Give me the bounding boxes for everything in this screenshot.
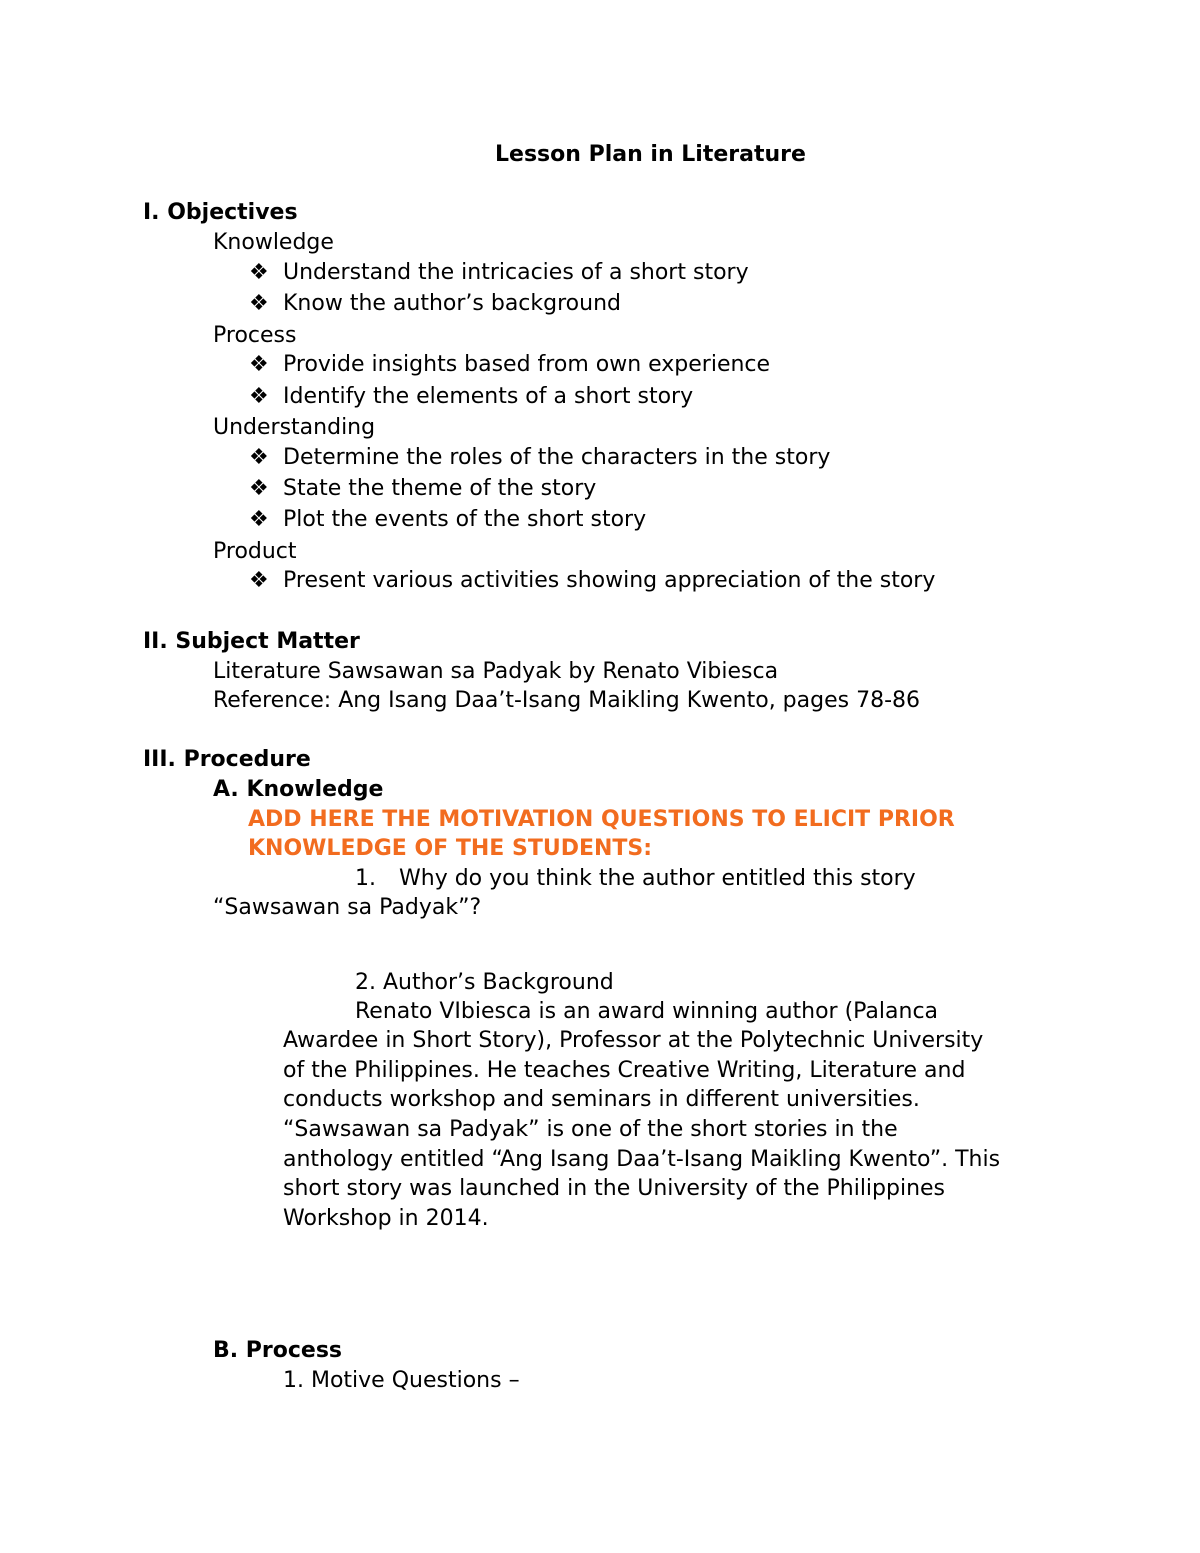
- bullet-icon: ❖: [249, 507, 269, 532]
- bullet-icon: ❖: [249, 476, 269, 501]
- bullet-icon: ❖: [249, 445, 269, 470]
- list-item: ❖ Know the author’s background: [249, 289, 621, 319]
- bullet-icon: ❖: [249, 260, 269, 285]
- process-heading: B. Process: [213, 1338, 343, 1363]
- list-item: ❖ Identify the elements of a short story: [249, 382, 693, 412]
- bullet-icon: ❖: [249, 352, 269, 377]
- subject-reference: Reference: Ang Isang Daa’t-Isang Maikling Kwento, pages 78-86: [213, 688, 921, 713]
- motivation-question-continued: “Sawsawan sa Padyak”?: [213, 895, 482, 920]
- bullet-icon: ❖: [249, 384, 269, 409]
- motivation-question: 1. Why do you think the author entitled this story: [355, 864, 916, 894]
- knowledge-heading: A. Knowledge: [213, 777, 384, 802]
- author-background-text: conducts workshop and seminars in different universities.: [283, 1087, 920, 1112]
- objective-group-label: Knowledge: [213, 230, 334, 255]
- list-item: ❖ Determine the roles of the characters in the story: [249, 443, 830, 473]
- question-number: 1.: [355, 866, 376, 891]
- motive-questions-item: 1. Motive Questions –: [283, 1368, 520, 1393]
- author-background-heading: 2. Author’s Background: [355, 970, 614, 995]
- subject-matter-heading: II. Subject Matter: [143, 629, 360, 654]
- objectives-heading: I. Objectives: [143, 200, 298, 225]
- author-background-text: of the Philippines. He teaches Creative Writing, Literature and: [283, 1058, 966, 1083]
- author-background-text: Awardee in Short Story), Professor at the Polytechnic University: [283, 1028, 984, 1053]
- objective-group-label: Product: [213, 539, 297, 564]
- author-background-text: short story was launched in the University of the Philippines: [283, 1176, 946, 1201]
- author-background-text: “Sawsawan sa Padyak” is one of the short stories in the: [283, 1117, 898, 1142]
- author-background-text: Workshop in 2014.: [283, 1206, 489, 1231]
- author-background-text: anthology entitled “Ang Isang Daa’t-Isang Maikling Kwento”. This: [283, 1147, 1001, 1172]
- motivation-instruction: KNOWLEDGE OF THE STUDENTS:: [248, 836, 653, 861]
- list-item: ❖ Provide insights based from own experience: [249, 350, 770, 380]
- objective-group-label: Understanding: [213, 415, 376, 440]
- author-background-text: Renato VIbiesca is an award winning author (Palanca: [355, 999, 939, 1024]
- list-item: ❖ Present various activities showing appreciation of the story: [249, 566, 935, 596]
- bullet-icon: ❖: [249, 291, 269, 316]
- objective-group-label: Process: [213, 323, 297, 348]
- list-item: ❖ Plot the events of the short story: [249, 505, 646, 535]
- page-title: Lesson Plan in Literature: [495, 142, 806, 167]
- subject-literature: Literature Sawsawan sa Padyak by Renato Vibiesca: [213, 659, 779, 684]
- motivation-instruction: ADD HERE THE MOTIVATION QUESTIONS TO ELICIT PRIOR: [248, 807, 955, 832]
- list-item: ❖ Understand the intricacies of a short story: [249, 258, 749, 288]
- list-item: ❖ State the theme of the story: [249, 474, 596, 504]
- procedure-heading: III. Procedure: [143, 747, 311, 772]
- bullet-icon: ❖: [249, 568, 269, 593]
